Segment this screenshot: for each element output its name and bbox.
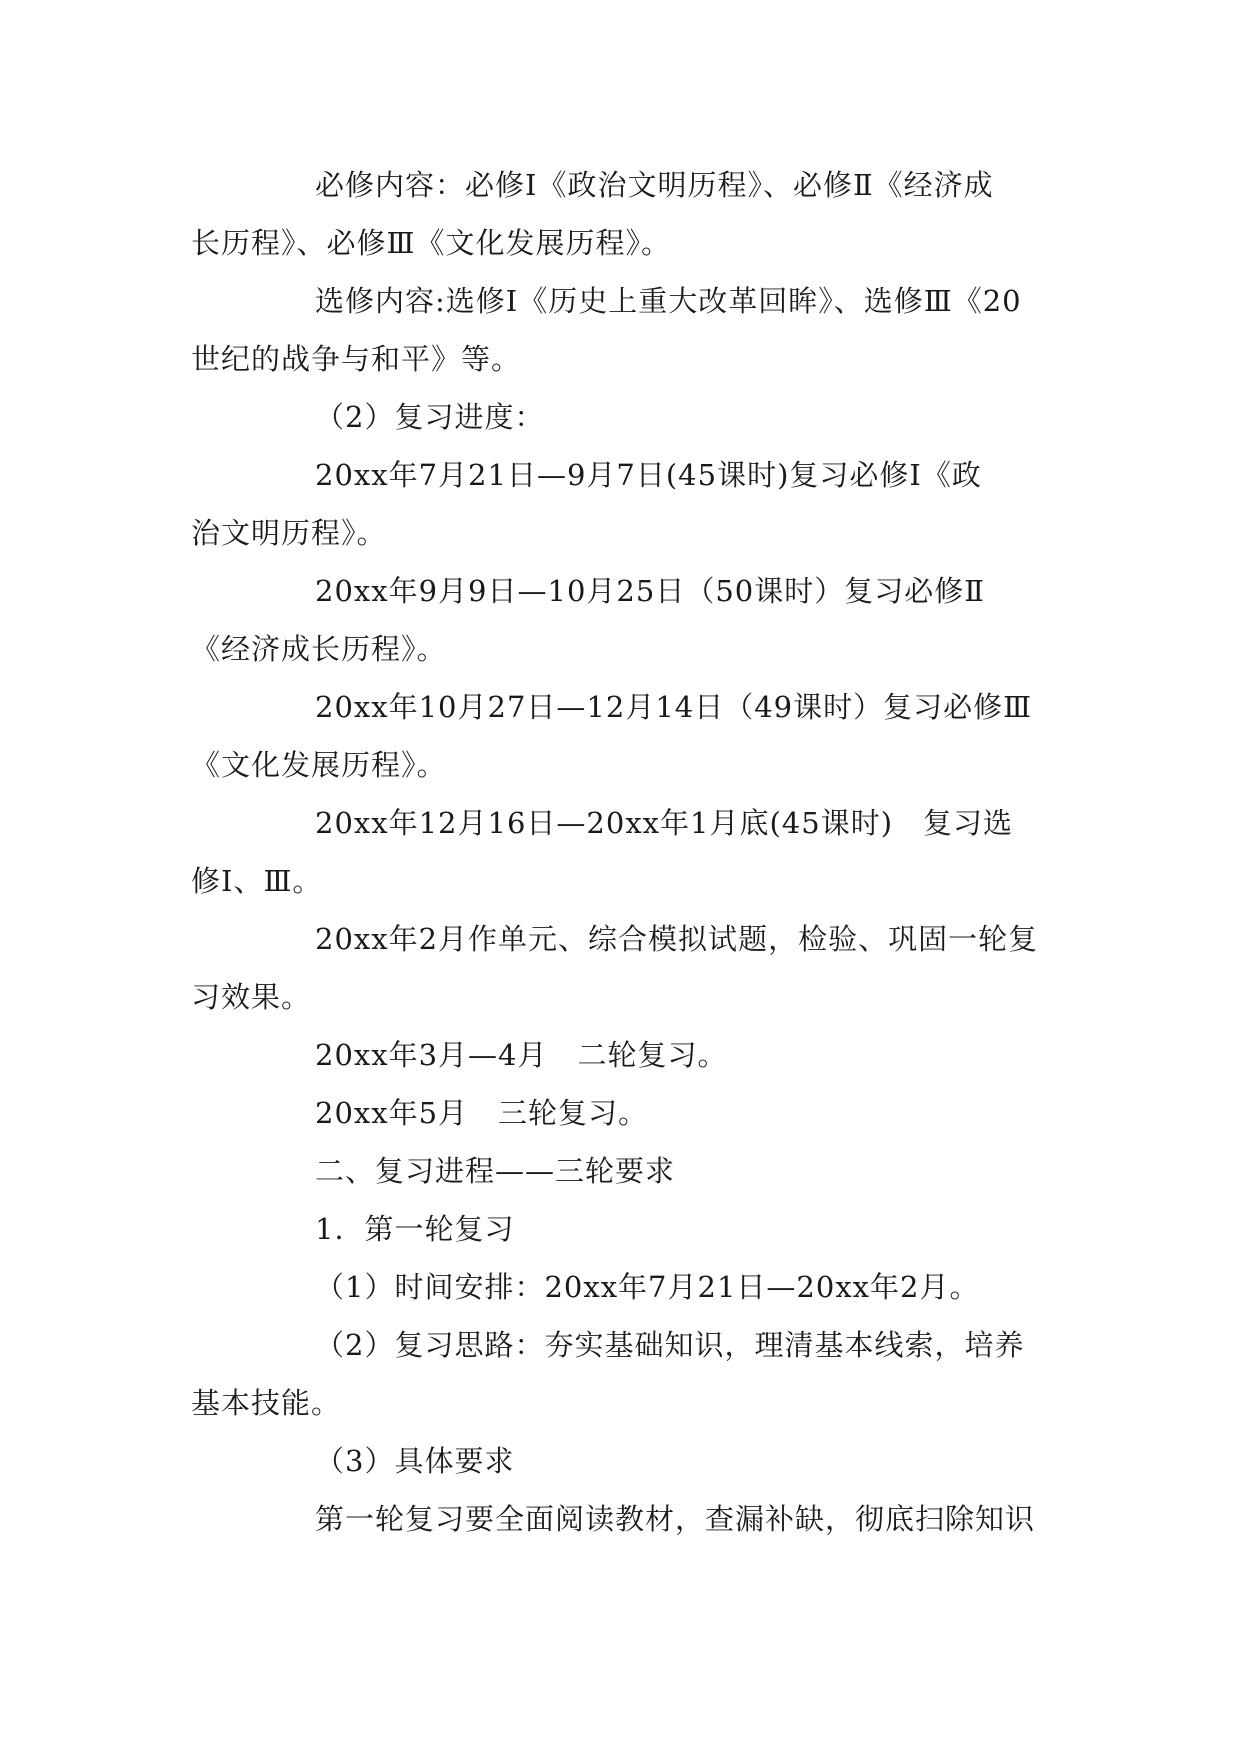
subheading-first-round <box>191 1200 1051 1258</box>
text-line: 长历程》、必修Ⅲ《文化发展历程》。 <box>191 226 671 260</box>
text-line: 20xx年5月 三轮复习。 <box>315 1096 649 1130</box>
text-line: 《经济成长历程》。 <box>191 632 447 666</box>
text-line: 必修内容：必修Ⅰ《政治文明历程》、必修Ⅱ《经济成 <box>315 168 994 202</box>
text-line: （2）复习进度： <box>315 400 545 434</box>
paragraph-required-content <box>191 156 1051 272</box>
text-line: 修Ⅰ、Ⅲ。 <box>191 864 323 898</box>
text-line: 1．第一轮复习 <box>315 1212 515 1246</box>
paragraph-schedule-6 <box>191 1026 1051 1084</box>
text-line: 《文化发展历程》。 <box>191 748 447 782</box>
text-line: 治文明历程》。 <box>191 516 387 550</box>
paragraph-specific-requirements <box>191 1432 1051 1490</box>
document-page <box>191 156 1051 1548</box>
text-line: 20xx年10月27日—12月14日（49课时）复习必修Ⅲ <box>315 690 1033 724</box>
text-line: （1）时间安排：20xx年7月21日—20xx年2月。 <box>315 1270 980 1304</box>
paragraph-review-progress-heading <box>191 388 1051 446</box>
text-line: 20xx年2月作单元、综合模拟试题，检验、巩固一轮复 <box>315 922 1039 956</box>
text-line: （3）具体要求 <box>315 1444 515 1478</box>
paragraph-schedule-4 <box>191 794 1051 910</box>
text-line: 选修内容:选修Ⅰ《历史上重大改革回眸》、选修Ⅲ《20 <box>315 284 1022 318</box>
text-line: 20xx年3月—4月 二轮复习。 <box>315 1038 728 1072</box>
section-heading-review-process <box>191 1142 1051 1200</box>
paragraph-elective-content <box>191 272 1051 388</box>
paragraph-schedule-1 <box>191 446 1051 562</box>
paragraph-schedule-2 <box>191 562 1051 678</box>
text-line: 20xx年9月9日—10月25日（50课时）复习必修Ⅱ <box>315 574 985 608</box>
paragraph-schedule-3 <box>191 678 1051 794</box>
paragraph-first-round-body <box>191 1490 1051 1548</box>
text-line: 第一轮复习要全面阅读教材，查漏补缺，彻底扫除知识 <box>315 1502 1036 1536</box>
text-line: 20xx年7月21日—9月7日(45课时)复习必修Ⅰ《政 <box>315 458 982 492</box>
text-line: 世纪的战争与和平》等。 <box>191 342 522 376</box>
paragraph-schedule-7 <box>191 1084 1051 1142</box>
text-line: 二、复习进程——三轮要求 <box>315 1154 676 1188</box>
paragraph-schedule-5 <box>191 910 1051 1026</box>
text-line: 20xx年12月16日—20xx年1月底(45课时) 复习选 <box>315 806 1014 840</box>
text-line: 基本技能。 <box>191 1386 342 1420</box>
paragraph-time-arrangement <box>191 1258 1051 1316</box>
paragraph-review-approach <box>191 1316 1051 1432</box>
text-line: 习效果。 <box>191 980 312 1014</box>
text-line: （2）复习思路：夯实基础知识，理清基本线索，培养 <box>315 1328 1025 1362</box>
